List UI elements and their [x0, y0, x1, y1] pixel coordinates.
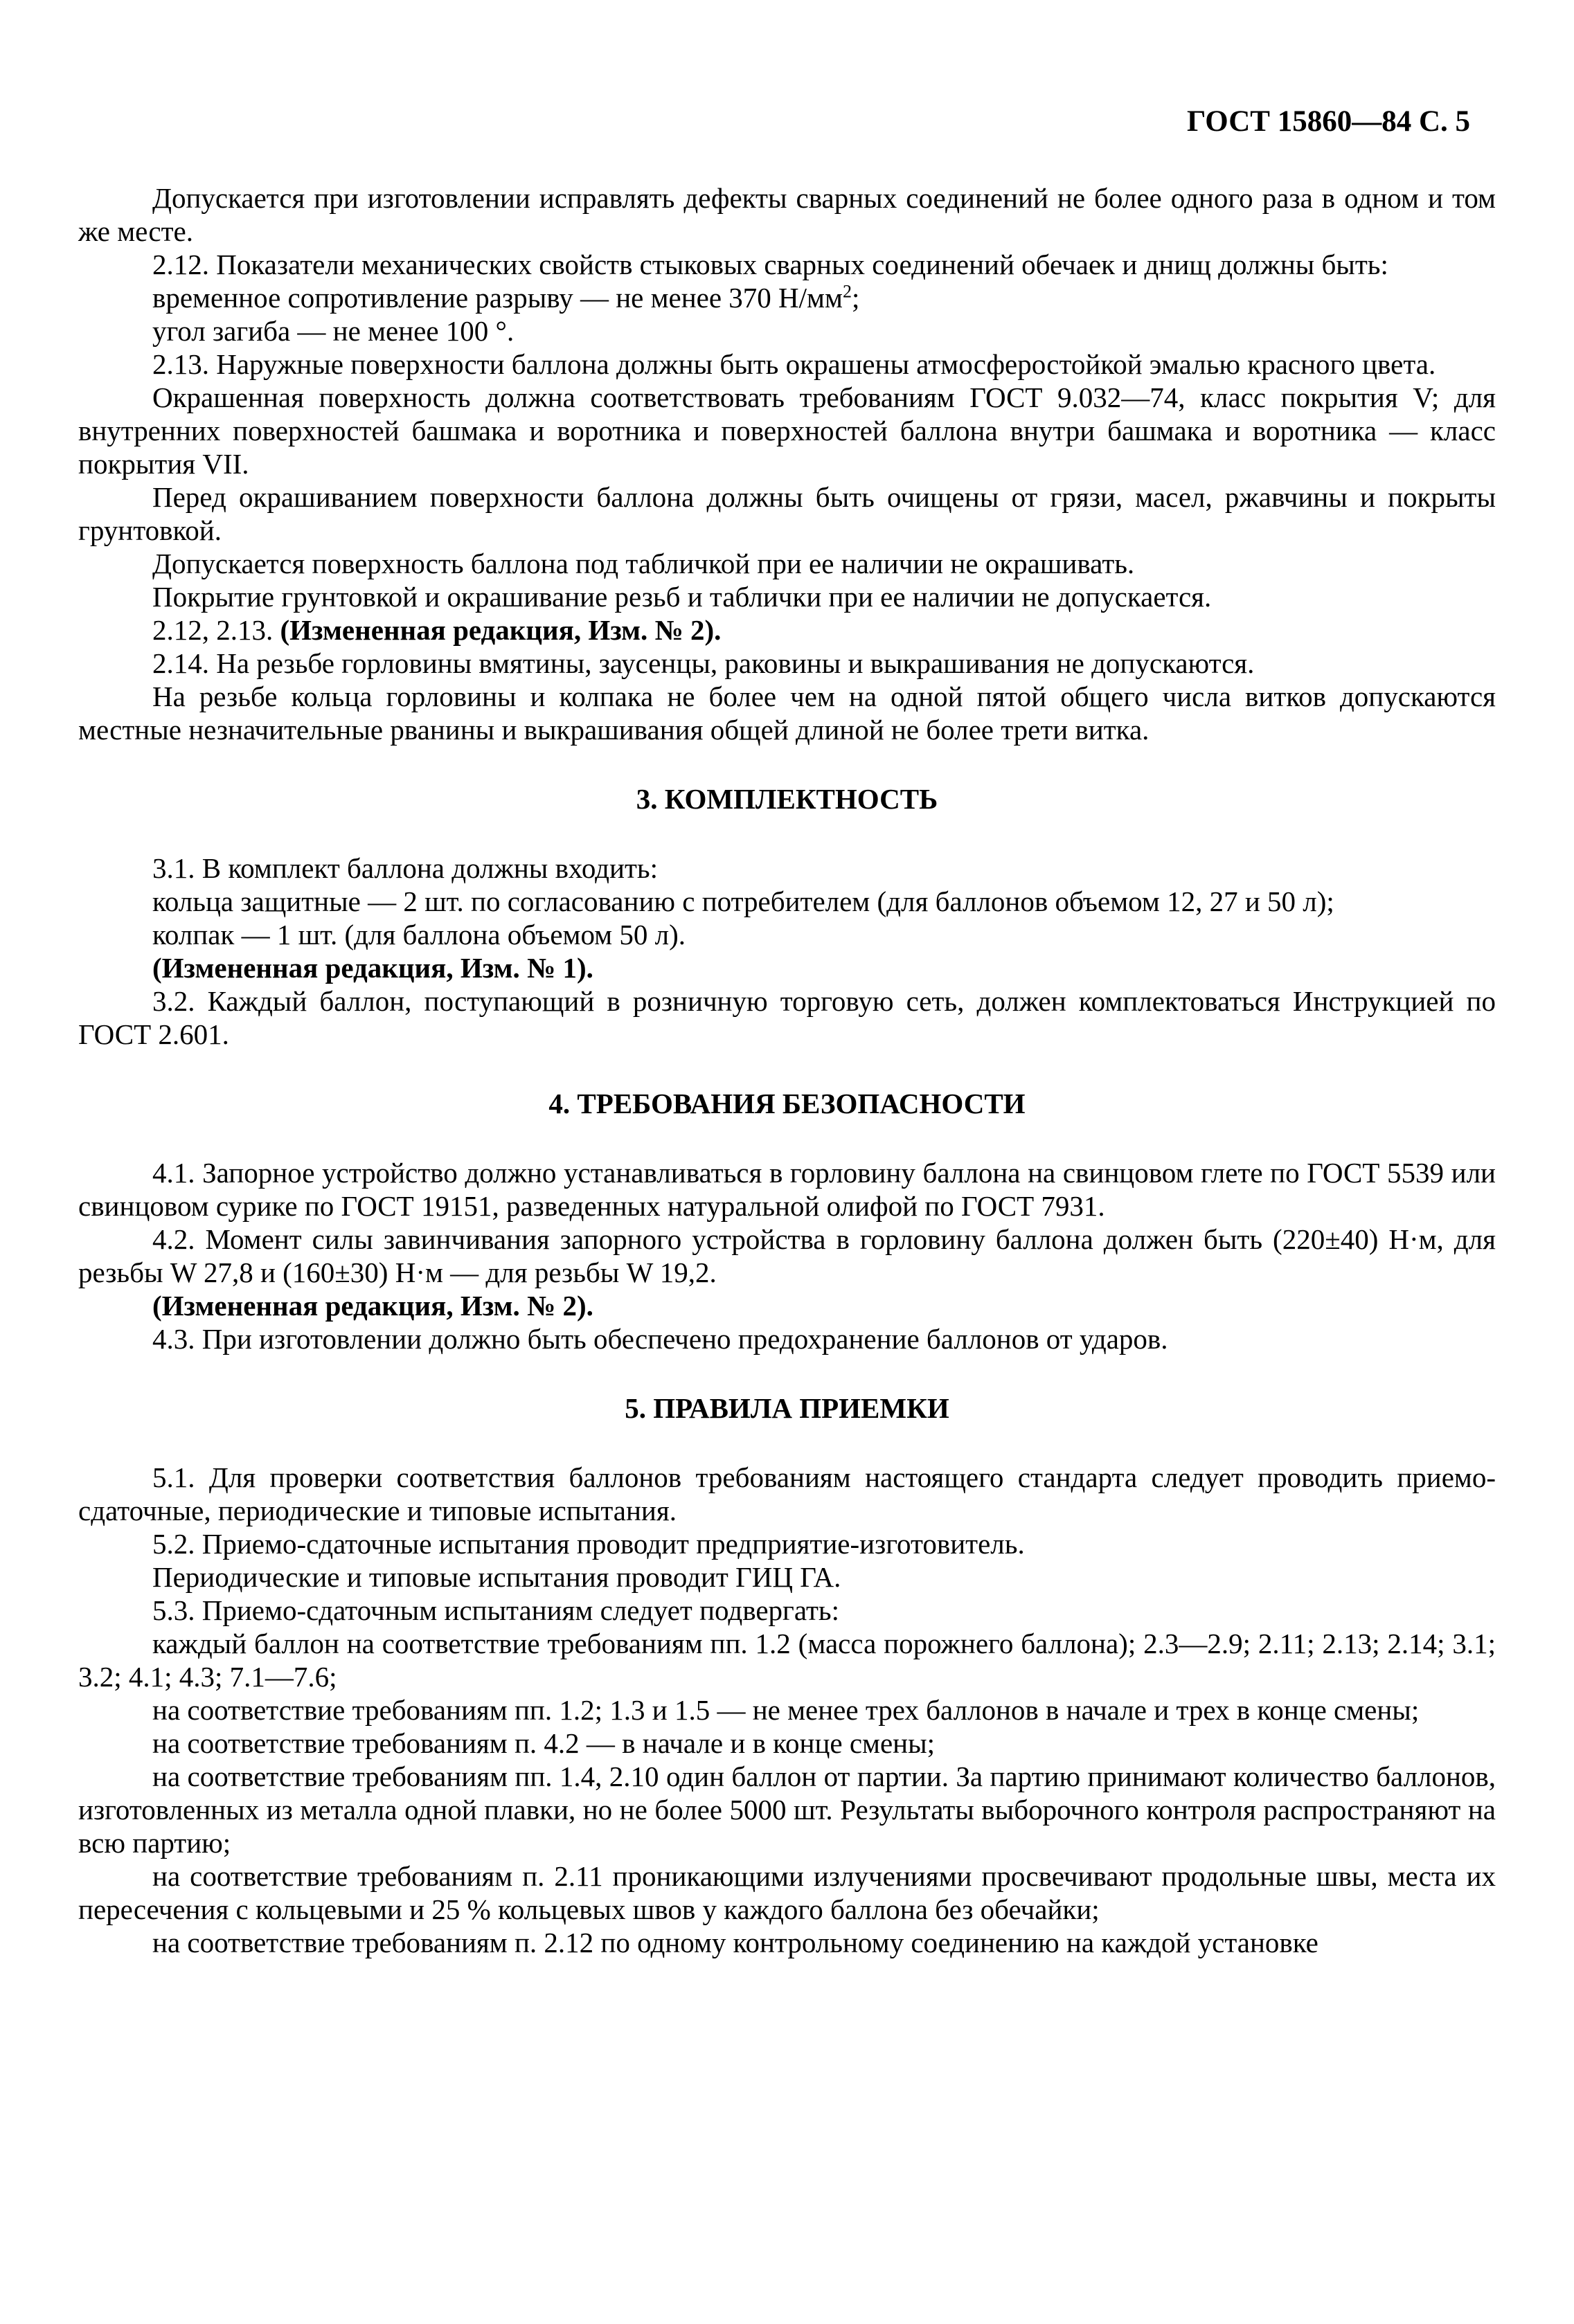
paragraph: 5.2. Приемо-сдаточные испытания проводит предприятие-изготовитель.	[152, 1528, 1025, 1560]
paragraph: 5.1. Для проверки соответствия баллонов требованиям настоящего стандарта следует проводить приемо-сдаточные, периодические и типовые испытания.	[78, 1461, 1496, 1526]
paragraph: 5.3. Приемо-сдаточным испытаниям следует подвергать:	[152, 1594, 839, 1626]
text-run: 2.12, 2.13.	[152, 614, 280, 646]
paragraph: на соответствие требованиям п. 4.2 — в начале и в конце смены;	[152, 1727, 936, 1759]
paragraph: 4.3. При изготовлении должно быть обеспечено предохранение баллонов от ударов.	[152, 1323, 1168, 1355]
paragraph: колпак — 1 шт. (для баллона объемом 50 л).	[152, 919, 686, 951]
text-run: ;	[851, 282, 860, 314]
paragraph: 2.12. Показатели механических свойств стыковых сварных соединений обечаек и днищ должны быть:	[152, 249, 1388, 280]
paragraph: на соответствие требованиям пп. 1.2; 1.3 и 1.5 — не менее трех баллонов в начале и трех в конце смены;	[152, 1694, 1420, 1726]
paragraph: Покрытие грунтовкой и окрашивание резьб и таблички при ее наличии не допускается.	[152, 581, 1212, 613]
paragraph	[78, 281, 1496, 314]
paragraph: на соответствие требованиям п. 2.12 по одному контрольному соединению на каждой установке	[152, 1927, 1318, 1958]
paragraph: 2.14. На резьбе горловины вмятины, заусенцы, раковины и выкрашивания не допускаются.	[152, 647, 1255, 679]
amendment-note: (Измененная редакция, Изм. № 2).	[152, 1290, 593, 1322]
paragraph: каждый баллон на соответствие требованиям пп. 1.2 (масса порожнего баллона); 2.3—2.9; 2.11; 2.13; 2.14; 3.1; 3.2; 4.1; 4.3; 7.1—7.6;	[78, 1628, 1496, 1693]
section-heading: 5. ПРАВИЛА ПРИЕМКИ	[625, 1392, 949, 1424]
paragraph: угол загиба — не менее 100 °.	[152, 315, 515, 347]
paragraph: Перед окрашиванием поверхности баллона должны быть очищены от грязи, масел, ржавчины и покрыты грунтовкой.	[78, 481, 1496, 546]
paragraph: кольца защитные — 2 шт. по согласованию с потребителем (для баллонов объемом 12, 27 и 50 л);	[152, 885, 1334, 917]
paragraph: На резьбе кольца горловины и колпака не более чем на одной пятой общего числа витков допускаются местные незначительные рванины и выкрашивания общей длиной не более трети витка.	[78, 681, 1496, 746]
paragraph: 4.1. Запорное устройство должно устанавливаться в горловину баллона на свинцовом глете по ГОСТ 5539 или свинцовом сурике по ГОСТ 19151, разведенных натуральной олифой по ГОСТ 7931.	[78, 1157, 1496, 1222]
amendment-note: (Измененная редакция, Изм. № 1).	[152, 952, 593, 984]
paragraph: на соответствие требованиям п. 2.11 проникающими излучениями просвечивают продольные швы, места их пересечения с кольцевыми и 25 % кольцевых швов у каждого баллона без обечайки;	[78, 1860, 1496, 1925]
paragraph: Окрашенная поверхность должна соответствовать требованиям ГОСТ 9.032—74, класс покрытия V; для внутренних поверхностей башмака и воротника и поверхностей баллона внутри башмака и воротника — класс покрытия VII.	[78, 381, 1496, 480]
paragraph: 4.2. Момент силы завинчивания запорного устройства в горловину баллона должен быть (220±40) Н·м, для резьбы W 27,8 и (160±30) Н·м — для резьбы W 19,2.	[78, 1223, 1496, 1288]
paragraph: Допускается при изготовлении исправлять дефекты сварных соединений не более одного раза в одном и том же месте.	[78, 182, 1496, 247]
document-body	[78, 181, 1496, 1959]
paragraph: на соответствие требованиям пп. 1.4, 2.10 один баллон от партии. За партию принимают количество баллонов, изготовленных из металла одной плавки, но не более 5000 шт. Результаты выборочного контроля распространяют на всю партию;	[78, 1760, 1496, 1859]
section-heading: 4. ТРЕБОВАНИЯ БЕЗОПАСНОСТИ	[548, 1088, 1026, 1119]
paragraph: Допускается поверхность баллона под табличкой при ее наличии не окрашивать.	[152, 548, 1135, 579]
superscript: 2	[842, 281, 852, 302]
amendment-note	[78, 613, 1496, 647]
text-run: временное сопротивление разрыву — не менее 370 Н/мм	[152, 282, 843, 314]
bold-text: (Измененная редакция, Изм. № 2).	[280, 614, 722, 646]
paragraph: 3.1. В комплект баллона должны входить:	[152, 852, 658, 884]
paragraph: 2.13. Наружные поверхности баллона должны быть окрашены атмосферостойкой эмалью красного цвета.	[152, 348, 1436, 380]
section-heading: 3. КОМПЛЕКТНОСТЬ	[636, 783, 938, 815]
paragraph: Периодические и типовые испытания проводит ГИЦ ГА.	[152, 1561, 841, 1593]
paragraph: 3.2. Каждый баллон, поступающий в розничную торговую сеть, должен комплектоваться Инструкцией по ГОСТ 2.601.	[78, 985, 1496, 1050]
page-header: ГОСТ 15860—84 С. 5	[1186, 105, 1470, 138]
